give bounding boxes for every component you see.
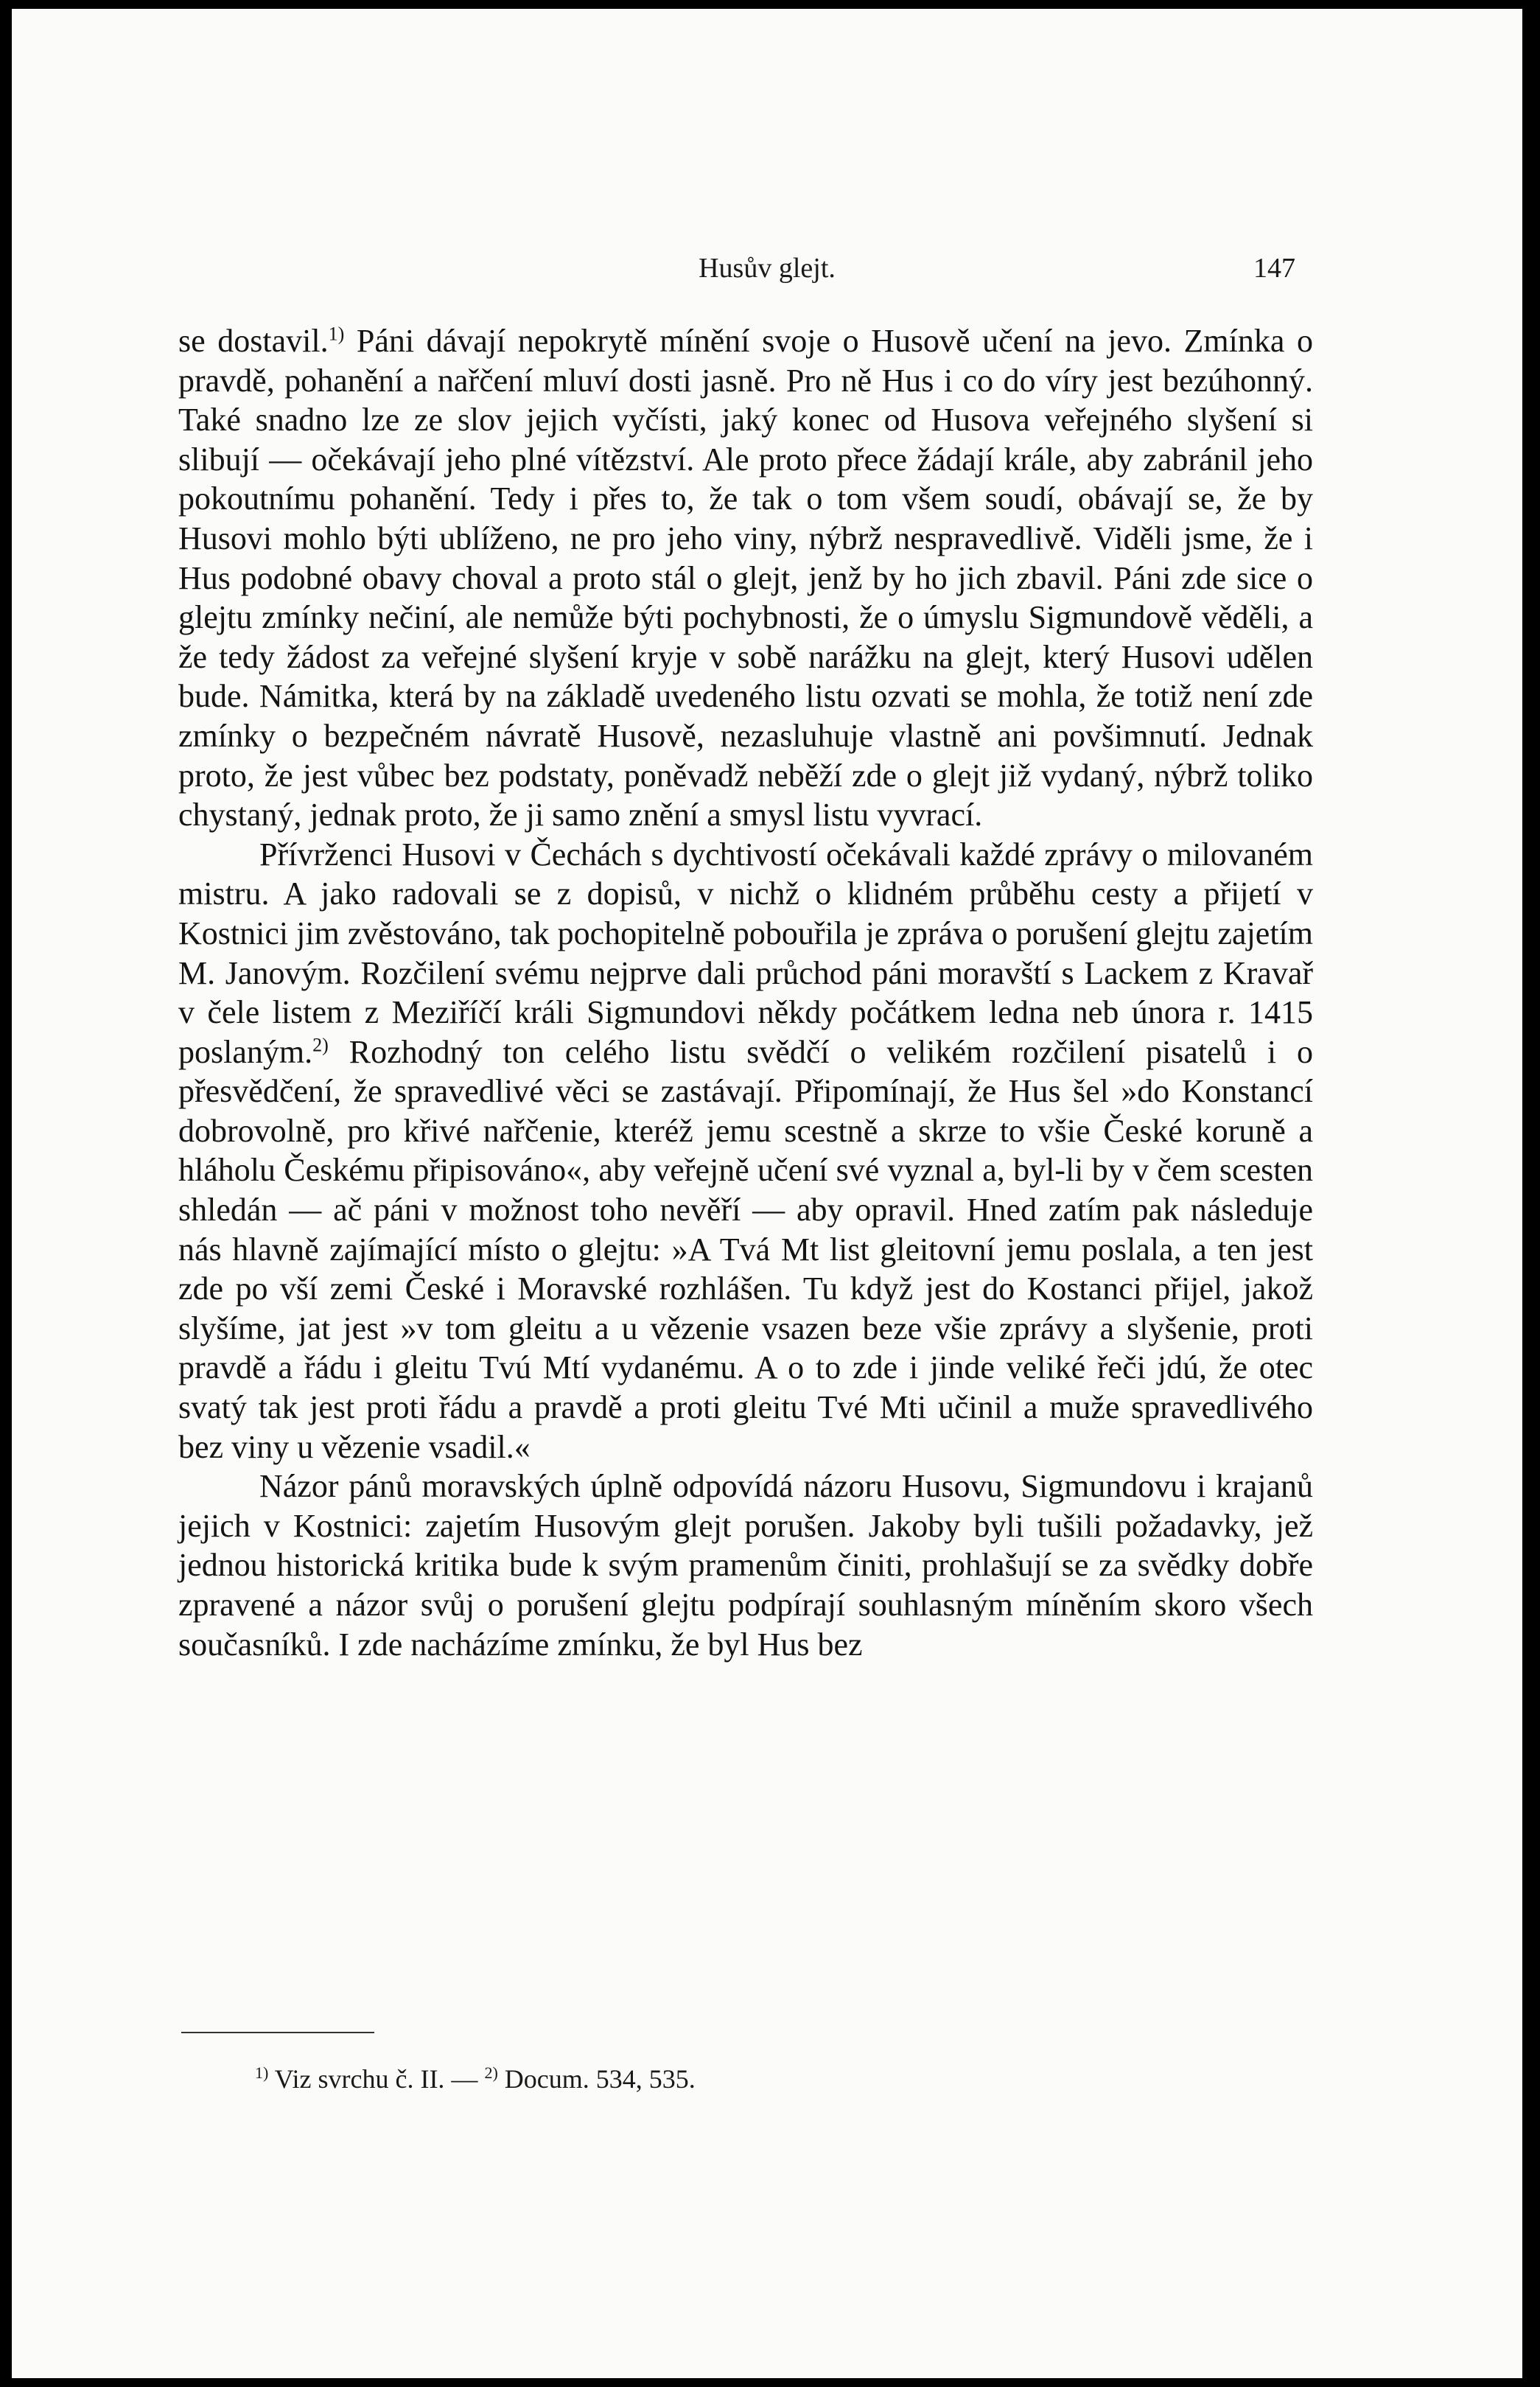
footnote-marker-1: 1) — [255, 2063, 269, 2082]
paragraph-1 — [178, 321, 1313, 835]
scanned-page — [12, 9, 1522, 2378]
footnote-text-2: Docum. 534, 535. — [497, 2064, 696, 2094]
running-header — [12, 252, 1522, 289]
paragraph-text: Názor pánů moravských úplně odpovídá názoru Husovu, Sigmundovu i krajanů jejich v Kostnici: zajetím Husovým glejt porušen. Jakoby byli tušili požadavky, jež jednou historická kritika bude k svým pramenům činiti, prohlašují se za svědky dobře zpravené a názor svůj o porušení glejtu podpírají souhlasným míněním skoro všech současníků. I zde nacházíme zmínku, že byl Hus bez — [178, 1468, 1313, 1663]
running-title: Husův glejt. — [699, 253, 836, 284]
paragraph-text: Přívrženci Husovi v Čechách s dychtivostí očekávali každé zprávy o milovaném mistru. A jako radovali se z dopisů, v nichž o klidném průběhu cesty a přijetí v Kostnici jim zvěstováno, tak pochopitelně pobouřila je zpráva o porušení glejtu zajetím M. Janovým. Rozčilení svému nejprve dali průchod páni moravští s Lackem z Kravař v čele listem z Meziříčí králi Sigmundovi někdy počátkem ledna neb února r. 1415 poslaným. — [178, 836, 1313, 1070]
paragraph-text: Páni dávají nepokrytě mínění svoje o Husově učení na jevo. Zmínka o pravdě, pohanění a nařčení mluví dosti jasně. Pro ně Hus i co do víry jest bezúhonný. Také snadno lze ze slov jejich vyčísti, jaký konec od Husova veřejného slyšení si slibují — očekávají jeho plné vítězství. Ale proto přece žádají krále, aby zabránil jeho pokoutnímu pohanění. Tedy i přes to, že tak o tom všem soudí, obávají se, že by Husovi mohlo býti ublíženo, ne pro jeho viny, nýbrž nespravedlivě. Viděli jsme, že i Hus podobné obavy choval a proto stál o glejt, jenž by ho jich zbavil. Páni zde sice o glejtu zmínky nečiní, ale nemůže býti pochybnosti, že o úmyslu Sigmundově věděli, a že tedy žádost za veřejné slyšení kryje v sobě narážku na glejt, který Husovi udělen bude. Námitka, která by na základě uvedeného listu ozvati se mohla, že totiž není zde zmínky o bezpečném návratě Husově, nezasluhuje vlastně ani povšimnutí. Jednak proto, že jest vůbec bez podstaty, poněvadž neběží zde o glejt již vydaný, nýbrž toliko chystaný, jednak proto, že ji samo znění a smysl listu vyvrací. — [178, 323, 1313, 833]
footnote-text-1: Viz svrchu č. II. — — [268, 2064, 485, 2094]
footnotes — [255, 2063, 696, 2094]
page-number: 147 — [1253, 253, 1295, 284]
footnote-ref-1: 1) — [328, 323, 345, 345]
paragraph-3 — [178, 1467, 1313, 1664]
paragraph-text: Rozhodný ton celého listu svědčí o velikém rozčilení pisatelů i o přesvědčení, že spravedlivé věci se zastávají. Připomínají, že Hus šel »do Konstancí dobrovolně, pro křivé nařčenie, kteréž jemu scestně a skrze to všie České koruně a hláholu Českému připisováno«, aby veřejně učení své vyznal a, byl-li by v čem scesten shledán — ač páni v možnost toho nevěří — aby opravil. Hned zatím pak následuje nás hlavně zajímající místo o glejtu: »A Tvá Mt list gleitovní jemu poslala, a ten jest zde po vší zemi České i Moravské rozhlášen. Tu když jest do Kostanci přijel, jakož slyšíme, jat jest »v tom gleitu a u vězenie vsazen beze všie zprávy a slyšenie, proti pravdě a řádu i gleitu Tvú Mtí vydanému. A o to zde i jinde veliké řeči jdú, že otec svatý tak jest proti řádu a pravdě a proti gleitu Tvé Mti učinil a muže spravedlivého bez viny u vězenie vsadil.« — [178, 1033, 1313, 1465]
footnote-marker-2: 2) — [484, 2063, 498, 2082]
main-text — [178, 321, 1313, 1664]
footnote-ref-2: 2) — [312, 1034, 329, 1056]
paragraph-text: se dostavil. — [178, 323, 329, 359]
paragraph-2 — [178, 835, 1313, 1467]
footnote-divider — [181, 2032, 374, 2033]
